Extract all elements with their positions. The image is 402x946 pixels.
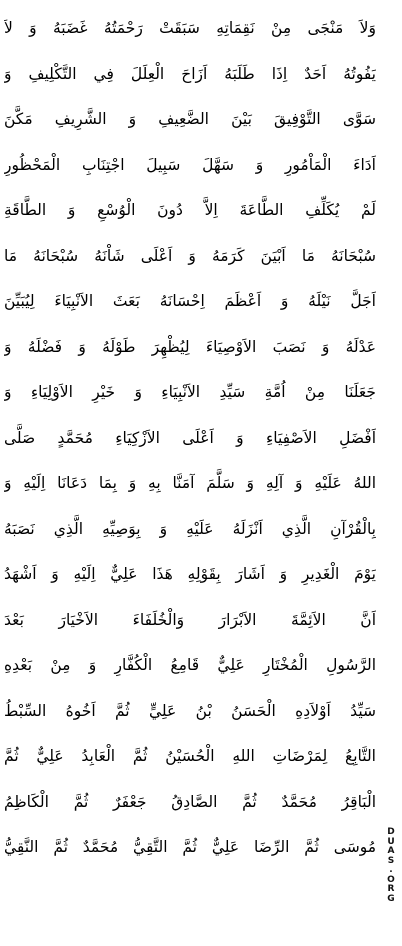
- text-line: اَفْضَلِ الاَصْفِيَاءِ وَ اَعْلَى الاَزْكِيَاءِ مُحَمَّدٍ صَلَّى: [4, 428, 376, 447]
- watermark-char: D: [387, 827, 395, 837]
- text-line: عَدْلَهُ وَ نَصَبَ الاَوْصِيَاءَ لِيُظْهِرَ طَوْلَهُ وَ فَضْلَهُ وَ: [4, 337, 376, 356]
- text-line: اللهُ عَلَيْهِ وَ آلِهِ وَ سَلَّمَ آمَنَّا بِهِ وَ بِمَا دَعَانَا اِلَيْهِ وَ: [4, 474, 376, 492]
- text-line: سُبْحَانَهُ مَا اَبْيَنَ كَرَمَهُ وَ اَعْلَى شَاْنَهُ سُبْحَانَهُ مَا: [4, 246, 376, 265]
- arabic-text-block: [4, 6, 376, 871]
- text-line: يَفُوتُهُ اَحَدٌ اِذَا طَلَبَهُ اَزَاحَ الْعِلَلَ فِي التَّكْلِيفِ وَ: [4, 64, 376, 83]
- site-watermark: [382, 828, 400, 904]
- watermark-char: .: [389, 865, 393, 875]
- text-line: سَيِّدُ اَوْلاَدِهِ الْحَسَنُ بْنُ عَلِيٍّ ثُمَّ اَخُوهُ السِّبْطُ: [4, 701, 376, 720]
- watermark-char: R: [387, 884, 395, 894]
- watermark-char: G: [387, 893, 395, 904]
- text-line: مُوسَى ثُمَّ الرِّضَا عَلِيٌّ ثُمَّ التَّقِيُّ مُحَمَّدٌ ثُمَّ النَّقِيُّ: [4, 838, 376, 856]
- text-line: لَمْ يُكَلِّفِ الطَّاعَةَ اِلاَّ دُونَ الْوُسْعِ وَ الطَّاقَةِ: [4, 201, 376, 219]
- watermark-char: U: [387, 836, 395, 847]
- watermark-char: S: [387, 855, 395, 866]
- text-line: جَعَلَنَا مِنْ اُمَّةِ سَيِّدِ الاَنْبِيَاءِ وَ خَيْرِ الاَوْلِيَاءِ وَ: [4, 383, 376, 401]
- text-line: الرَّسُولِ الْمُخْتَارِ عَلِيٌّ قَامِعُ الْكُفَّارِ وَ مِنْ بَعْدِهِ: [4, 656, 376, 674]
- text-line: سَوَّى التَّوْفِيقَ بَيْنَ الضَّعِيفِ وَ الشَّرِيفِ مَكَّنَ: [4, 110, 376, 128]
- text-line: اَدَاءَ الْمَاْمُورِ وَ سَهَّلَ سَبِيلَ اجْتِنَابِ الْمَحْظُورِ: [4, 155, 376, 174]
- text-line: وَلاَ مَنْجَى مِنْ نَقِمَاتِهِ سَبَقَتْ رَحْمَتُهُ غَضَبَهُ وَ لاَ: [4, 19, 376, 37]
- text-line: الْبَاقِرُ مُحَمَّدٌ ثُمَّ الصَّادِقُ جَعْفَرٌ ثُمَّ الْكَاظِمُ: [4, 792, 376, 811]
- text-line: التَّابِعُ لِمَرْضَاتِ اللهِ الْحُسَيْنُ ثُمَّ الْعَابِدُ عَلِيٌّ ثُمَّ: [4, 747, 376, 765]
- text-line: اَنَّ الاَئِمَّةَ الاَبْرَارَ وَالْخُلَفَاءَ الاَخْيَارَ بَعْدَ: [4, 610, 376, 629]
- watermark-char: O: [387, 874, 395, 885]
- text-line: بِالْقُرْآنِ الَّذِي اَنْزَلَهُ عَلَيْهِ وَ بِوَصِيِّهِ الَّذِي نَصَبَهُ: [4, 519, 376, 538]
- watermark-char: A: [387, 846, 395, 856]
- text-line: يَوْمَ الْغَدِيرِ وَ اَشَارَ بِقَوْلِهِ هَذَا عَلِيٌّ اِلَيْهِ وَ اَشْهَدُ: [4, 565, 376, 583]
- text-line: اَجَلَّ نَيْلَهُ وَ اَعْظَمَ اِحْسَانَهُ بَعَثَ الاَنْبِيَاءَ لِيُبَيِّنَ: [4, 292, 376, 310]
